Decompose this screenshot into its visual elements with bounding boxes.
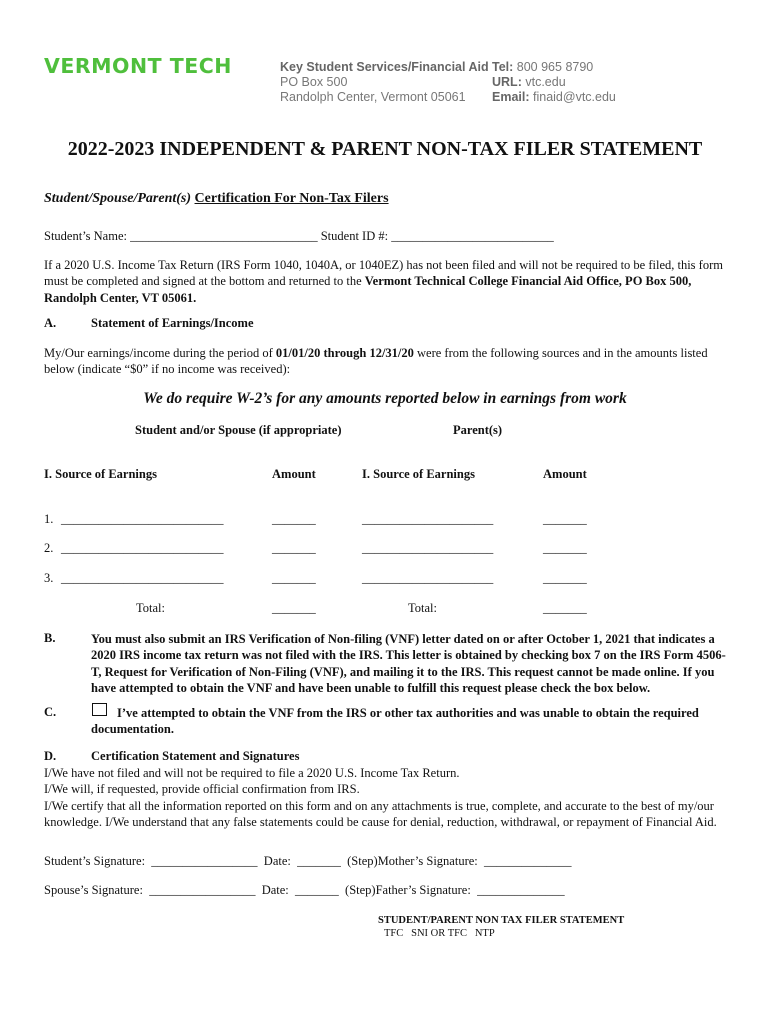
- row-2-right-source-field[interactable]: _____________________: [362, 541, 494, 555]
- right-source-header: I. Source of Earnings: [362, 467, 475, 481]
- right-amount-header: Amount: [543, 467, 587, 481]
- left-source-header: I. Source of Earnings: [44, 467, 157, 481]
- subtitle-part-1: Student/Spouse/Parent(s): [44, 191, 195, 206]
- certification-line-2: I/We will, if requested, provide official confirmation from IRS.: [44, 782, 360, 797]
- row-2-left-amount-field[interactable]: _______: [272, 541, 316, 555]
- parent-group-label: Parent(s): [453, 423, 503, 437]
- intro-text: If a 2020 U.S. Income Tax Return (IRS Form 1040, 1040A, or 1040EZ) has not been filed and will not be required to be filed, this form must be completed and signed at the bottom and returned to the: [44, 258, 723, 289]
- office-contact: [492, 60, 616, 105]
- form-subtitle: [44, 191, 389, 207]
- right-total-field[interactable]: _______: [543, 601, 587, 615]
- email-value[interactable]: finaid@vtc.edu: [533, 90, 616, 104]
- row-3-left-source-field[interactable]: __________________________: [61, 571, 224, 585]
- intro-address: Vermont Technical College Financial Aid Office, PO Box 500, Randolph Center, VT 05061.: [44, 274, 692, 305]
- url-value[interactable]: vtc.edu: [525, 75, 566, 89]
- section-a-heading: Statement of Earnings/Income: [91, 316, 254, 330]
- left-total-label: Total:: [136, 601, 165, 615]
- row-1-number: 1.: [44, 512, 54, 526]
- subtitle-part-2: Certification For Non-Tax Filers: [194, 191, 389, 206]
- intro-paragraph: [44, 257, 726, 306]
- section-c-letter: C.: [44, 705, 57, 719]
- row-3-right-source-field[interactable]: _____________________: [362, 571, 494, 585]
- section-a-text-1: My/Our earnings/income during the period of: [44, 346, 276, 360]
- left-total-field[interactable]: _______: [272, 601, 316, 615]
- section-b-text: You must also submit an IRS Verification of Non-filing (VNF) letter dated on or after October 1, 2021 that indicates a 2020 IRS income tax return was not filed with the IRS. This letter is obtained by checking box 7 on the IRS Form 4506-T, Request for Verification of Non-Filing (VNF), and mailing it to the IRS. This request cannot be made online. If you have attempted to obtain the VNF and have been unable to fulfill this request please check the box below.: [91, 632, 726, 695]
- row-1-left-source-field[interactable]: __________________________: [61, 512, 224, 526]
- url-label: URL:: [492, 75, 522, 89]
- row-1-right-source-field[interactable]: _____________________: [362, 512, 494, 526]
- row-3-right-amount-field[interactable]: _______: [543, 571, 587, 585]
- row-3-left-amount-field[interactable]: _______: [272, 571, 316, 585]
- office-address: [280, 60, 489, 105]
- section-c-text: I’ve attempted to obtain the VNF from the IRS or other tax authorities and was unable to obtain the required documentation.: [91, 706, 699, 737]
- section-a-period: 01/01/20 through 12/31/20: [275, 346, 414, 360]
- section-d-heading: Certification Statement and Signatures: [91, 749, 300, 763]
- email-label: Email:: [492, 90, 530, 104]
- section-d-statements: [44, 765, 726, 830]
- address-line-1: PO Box 500: [280, 75, 348, 89]
- row-2-number: 2.: [44, 541, 54, 555]
- footer-codes: TFC SNI OR TFC NTP: [384, 928, 495, 939]
- row-1-left-amount-field[interactable]: _______: [272, 512, 316, 526]
- section-d-letter: D.: [44, 749, 57, 763]
- vermont-tech-logo: VERMONT TECH: [44, 54, 232, 78]
- certification-line-3: I/We certify that all the information reported on this form and on any attachments is true, complete, and accurate to the best of my/our knowledge. I/We understand that any false statements could be cause for denial, reduction, withdrawal, or repayment of Financial Aid.: [44, 798, 717, 829]
- w2-notice: We do require W-2’s for any amounts reported below in earnings from work: [143, 390, 627, 407]
- row-2-right-amount-field[interactable]: _______: [543, 541, 587, 555]
- form-title: 2022-2023 INDEPENDENT & PARENT NON-TAX FILER STATEMENT: [67, 138, 703, 160]
- spouse-signature-line[interactable]: Spouse’s Signature: _________________ Date: _______ (Step)Father’s Signature: ______________: [44, 883, 565, 897]
- student-name-label: Student’s Name:: [44, 229, 127, 243]
- section-b-letter: B.: [44, 631, 56, 645]
- tel-label: Tel:: [492, 60, 514, 74]
- section-a-text-2: were from the following sources and in the amounts listed below (indicate “$0” if no income was received):: [44, 346, 708, 377]
- row-2-left-source-field[interactable]: __________________________: [61, 541, 224, 555]
- certification-line-1: I/We have not filed and will not be required to file a 2020 U.S. Income Tax Return.: [44, 766, 460, 780]
- footer-form-name: STUDENT/PARENT NON TAX FILER STATEMENT: [378, 915, 625, 926]
- student-id-label: Student ID #:: [320, 229, 389, 243]
- left-amount-header: Amount: [272, 467, 316, 481]
- right-total-label: Total:: [408, 601, 437, 615]
- student-group-label: Student and/or Spouse (if appropriate): [135, 423, 342, 437]
- row-3-number: 3.: [44, 571, 54, 585]
- student-info-line: [44, 229, 554, 244]
- tel-value: 800 965 8790: [516, 60, 594, 74]
- section-a-paragraph: [44, 345, 726, 378]
- student-name-field[interactable]: ______________________________: [130, 229, 318, 243]
- address-line-2: Randolph Center, Vermont 05061: [280, 90, 466, 104]
- student-id-field[interactable]: __________________________: [391, 229, 554, 243]
- office-name: Key Student Services/Financial Aid: [280, 60, 489, 74]
- section-a-letter: A.: [44, 316, 57, 330]
- student-signature-line[interactable]: Student’s Signature: _________________ Date: _______ (Step)Mother’s Signature: ______________: [44, 854, 572, 868]
- row-1-right-amount-field[interactable]: _______: [543, 512, 587, 526]
